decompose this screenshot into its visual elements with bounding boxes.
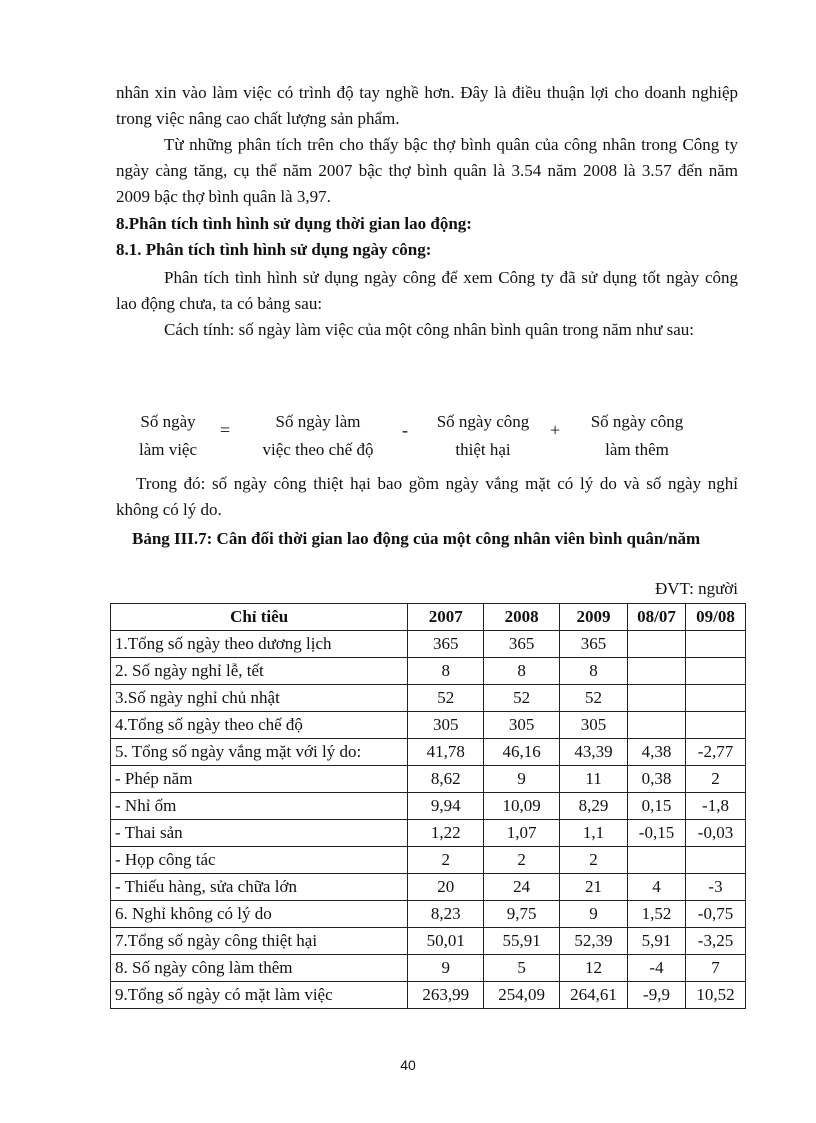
table-cell-value <box>685 712 745 739</box>
formula-term-line: việc theo chế độ <box>262 440 374 459</box>
formula-term-line: Số ngày công <box>590 412 684 431</box>
header-indicator: Chỉ tiêu <box>111 604 408 631</box>
table-cell-value: -1,8 <box>685 793 745 820</box>
table-cell-value: 9 <box>560 901 628 928</box>
table-cell-value <box>685 685 745 712</box>
formula-term-damaged-days <box>424 408 542 464</box>
table-cell-value: 5 <box>484 955 560 982</box>
table-cell-value <box>628 712 686 739</box>
table-cell-value: 21 <box>560 874 628 901</box>
table-cell-value: 11 <box>560 766 628 793</box>
formula-minus: - <box>402 420 408 440</box>
table-cell-value <box>628 631 686 658</box>
section-heading-8-1: 8.1. Phân tích tình hình sử dụng ngày công: <box>116 240 432 259</box>
table-cell-value: 1,52 <box>628 901 686 928</box>
page-number: 40 <box>400 1057 416 1073</box>
table-cell-value: 8 <box>484 658 560 685</box>
table-cell-value: 8 <box>408 658 484 685</box>
table-cell-value: 0,15 <box>628 793 686 820</box>
formula-term-working-days <box>128 408 208 464</box>
table-cell-value: -9,9 <box>628 982 686 1009</box>
table-cell-value: 52 <box>560 685 628 712</box>
table-cell-value: 365 <box>484 631 560 658</box>
table-cell-value: 2 <box>484 847 560 874</box>
table-cell-value: 264,61 <box>560 982 628 1009</box>
table-row <box>111 631 746 658</box>
table-cell-label: - Họp công tác <box>111 847 408 874</box>
table-cell-value: 10,09 <box>484 793 560 820</box>
table-cell-value: -3 <box>685 874 745 901</box>
table-cell-value <box>628 658 686 685</box>
table-cell-value: 9 <box>408 955 484 982</box>
table-cell-label: 6. Nghỉ không có lý do <box>111 901 408 928</box>
table-cell-label: 7.Tổng số ngày công thiệt hại <box>111 928 408 955</box>
paragraph-calculation-method: Cách tính: số ngày làm việc của một công nhân bình quân trong năm như sau: <box>164 320 694 339</box>
table-row <box>111 793 746 820</box>
table-cell-value: 10,52 <box>685 982 745 1009</box>
table-cell-value: 365 <box>408 631 484 658</box>
table-cell-value: 46,16 <box>484 739 560 766</box>
table-cell-value: 50,01 <box>408 928 484 955</box>
table-cell-value: 4,38 <box>628 739 686 766</box>
table-row <box>111 928 746 955</box>
table-cell-value: 4 <box>628 874 686 901</box>
table-cell-value: 8,62 <box>408 766 484 793</box>
formula-term-regime-days <box>248 408 388 464</box>
table-cell-value: 41,78 <box>408 739 484 766</box>
paragraph-continuation: nhân xin vào làm việc có trình độ tay nghề hơn. Đây là điều thuận lợi cho doanh nghiệp trong việc nâng cao chất lượng sản phẩm. <box>116 83 738 128</box>
formula-term-line: Số ngày <box>140 412 196 431</box>
table-cell-value: 12 <box>560 955 628 982</box>
table-cell-label: 8. Số ngày công làm thêm <box>111 955 408 982</box>
table-cell-value: 305 <box>408 712 484 739</box>
table-cell-label: - Nhỉ ốm <box>111 793 408 820</box>
table-row <box>111 955 746 982</box>
table-cell-value: 8,23 <box>408 901 484 928</box>
table-cell-value: 263,99 <box>408 982 484 1009</box>
table-cell-label: 2. Số ngày nghỉ lễ, tết <box>111 658 408 685</box>
table-cell-value: -0,75 <box>685 901 745 928</box>
table-cell-value <box>685 847 745 874</box>
table-cell-value: 20 <box>408 874 484 901</box>
table-cell-value: -0,03 <box>685 820 745 847</box>
table-cell-value: 365 <box>560 631 628 658</box>
formula-term-overtime-days <box>578 408 696 464</box>
formula-term-line: làm thêm <box>605 440 669 459</box>
formula-equals: = <box>220 420 231 440</box>
table-cell-value: 1,07 <box>484 820 560 847</box>
table-cell-label: - Phép năm <box>111 766 408 793</box>
table-cell-value: 305 <box>484 712 560 739</box>
table-cell-value: 24 <box>484 874 560 901</box>
table-cell-label: 4.Tổng số ngày theo chế độ <box>111 712 408 739</box>
formula-term-line: Số ngày công <box>436 412 530 431</box>
table-cell-value: 2 <box>685 766 745 793</box>
table-cell-value: 9,94 <box>408 793 484 820</box>
table-cell-label: 1.Tổng số ngày theo dương lịch <box>111 631 408 658</box>
paragraph-note: Trong đó: số ngày công thiệt hại bao gồm ngày vắng mặt có lý do và số ngày nghỉ không có lý do. <box>116 474 738 519</box>
table-cell-value: -0,15 <box>628 820 686 847</box>
table-cell-label: 9.Tổng số ngày có mặt làm việc <box>111 982 408 1009</box>
section-heading-8: 8.Phân tích tình hình sử dụng thời gian lao động: <box>116 214 472 233</box>
table-cell-value: 254,09 <box>484 982 560 1009</box>
table-unit: ĐVT: người <box>655 579 738 598</box>
table-cell-value: -2,77 <box>685 739 745 766</box>
table-row <box>111 847 746 874</box>
table-cell-value: 52,39 <box>560 928 628 955</box>
table-row <box>111 874 746 901</box>
formula-term-line: làm việc <box>138 440 198 459</box>
header-08-07: 08/07 <box>628 604 686 631</box>
header-2008: 2008 <box>484 604 560 631</box>
table-cell-value: 1,22 <box>408 820 484 847</box>
table-cell-value: 5,91 <box>628 928 686 955</box>
table-cell-value: 52 <box>484 685 560 712</box>
table-row <box>111 820 746 847</box>
table-row <box>111 685 746 712</box>
formula <box>0 408 816 464</box>
table-cell-value: 7 <box>685 955 745 982</box>
table-cell-value: -4 <box>628 955 686 982</box>
header-2007: 2007 <box>408 604 484 631</box>
table-row <box>111 712 746 739</box>
header-09-08: 09/08 <box>685 604 745 631</box>
table-caption: Bảng III.7: Cân đối thời gian lao động của một công nhân viên bình quân/năm <box>132 529 701 548</box>
header-2009: 2009 <box>560 604 628 631</box>
table-cell-value: 0,38 <box>628 766 686 793</box>
table-row <box>111 739 746 766</box>
table-cell-value: 2 <box>560 847 628 874</box>
paragraph-skill-level: Từ những phân tích trên cho thấy bậc thợ bình quân của công nhân trong Công ty ngày càng tăng, cụ thể năm 2007 bậc thợ bình quân là 3.54 năm 2008 là 3.57 đến năm 2009 bậc thợ bình quân là 3,97. <box>116 135 738 206</box>
table-cell-label: - Thai sản <box>111 820 408 847</box>
table-cell-value: 2 <box>408 847 484 874</box>
table-cell-value: 9,75 <box>484 901 560 928</box>
table-cell-value: 43,39 <box>560 739 628 766</box>
formula-term-line: Số ngày làm <box>275 412 361 431</box>
table-cell-value: 8,29 <box>560 793 628 820</box>
formula-plus: + <box>550 420 561 440</box>
labor-time-table <box>110 603 746 1009</box>
table-cell-value: -3,25 <box>685 928 745 955</box>
table-cell-value: 52 <box>408 685 484 712</box>
table-cell-value <box>628 847 686 874</box>
table-cell-label: 5. Tổng số ngày vắng mặt với lý do: <box>111 739 408 766</box>
table-cell-value: 8 <box>560 658 628 685</box>
table-row <box>111 901 746 928</box>
table-cell-value <box>628 685 686 712</box>
table-cell-value <box>685 658 745 685</box>
table-cell-label: 3.Số ngày nghỉ chủ nhật <box>111 685 408 712</box>
table-cell-value <box>685 631 745 658</box>
table-row <box>111 766 746 793</box>
table-cell-value: 305 <box>560 712 628 739</box>
table-cell-label: - Thiếu hàng, sửa chữa lớn <box>111 874 408 901</box>
table-cell-value: 55,91 <box>484 928 560 955</box>
formula-term-line: thiệt hại <box>455 440 511 459</box>
table-cell-value: 9 <box>484 766 560 793</box>
table-row <box>111 658 746 685</box>
paragraph-workday-analysis: Phân tích tình hình sử dụng ngày công để xem Công ty đã sử dụng tốt ngày công lao động chưa, ta có bảng sau: <box>116 268 738 313</box>
table-row <box>111 982 746 1009</box>
table-cell-value: 1,1 <box>560 820 628 847</box>
table-header-row <box>111 604 746 631</box>
